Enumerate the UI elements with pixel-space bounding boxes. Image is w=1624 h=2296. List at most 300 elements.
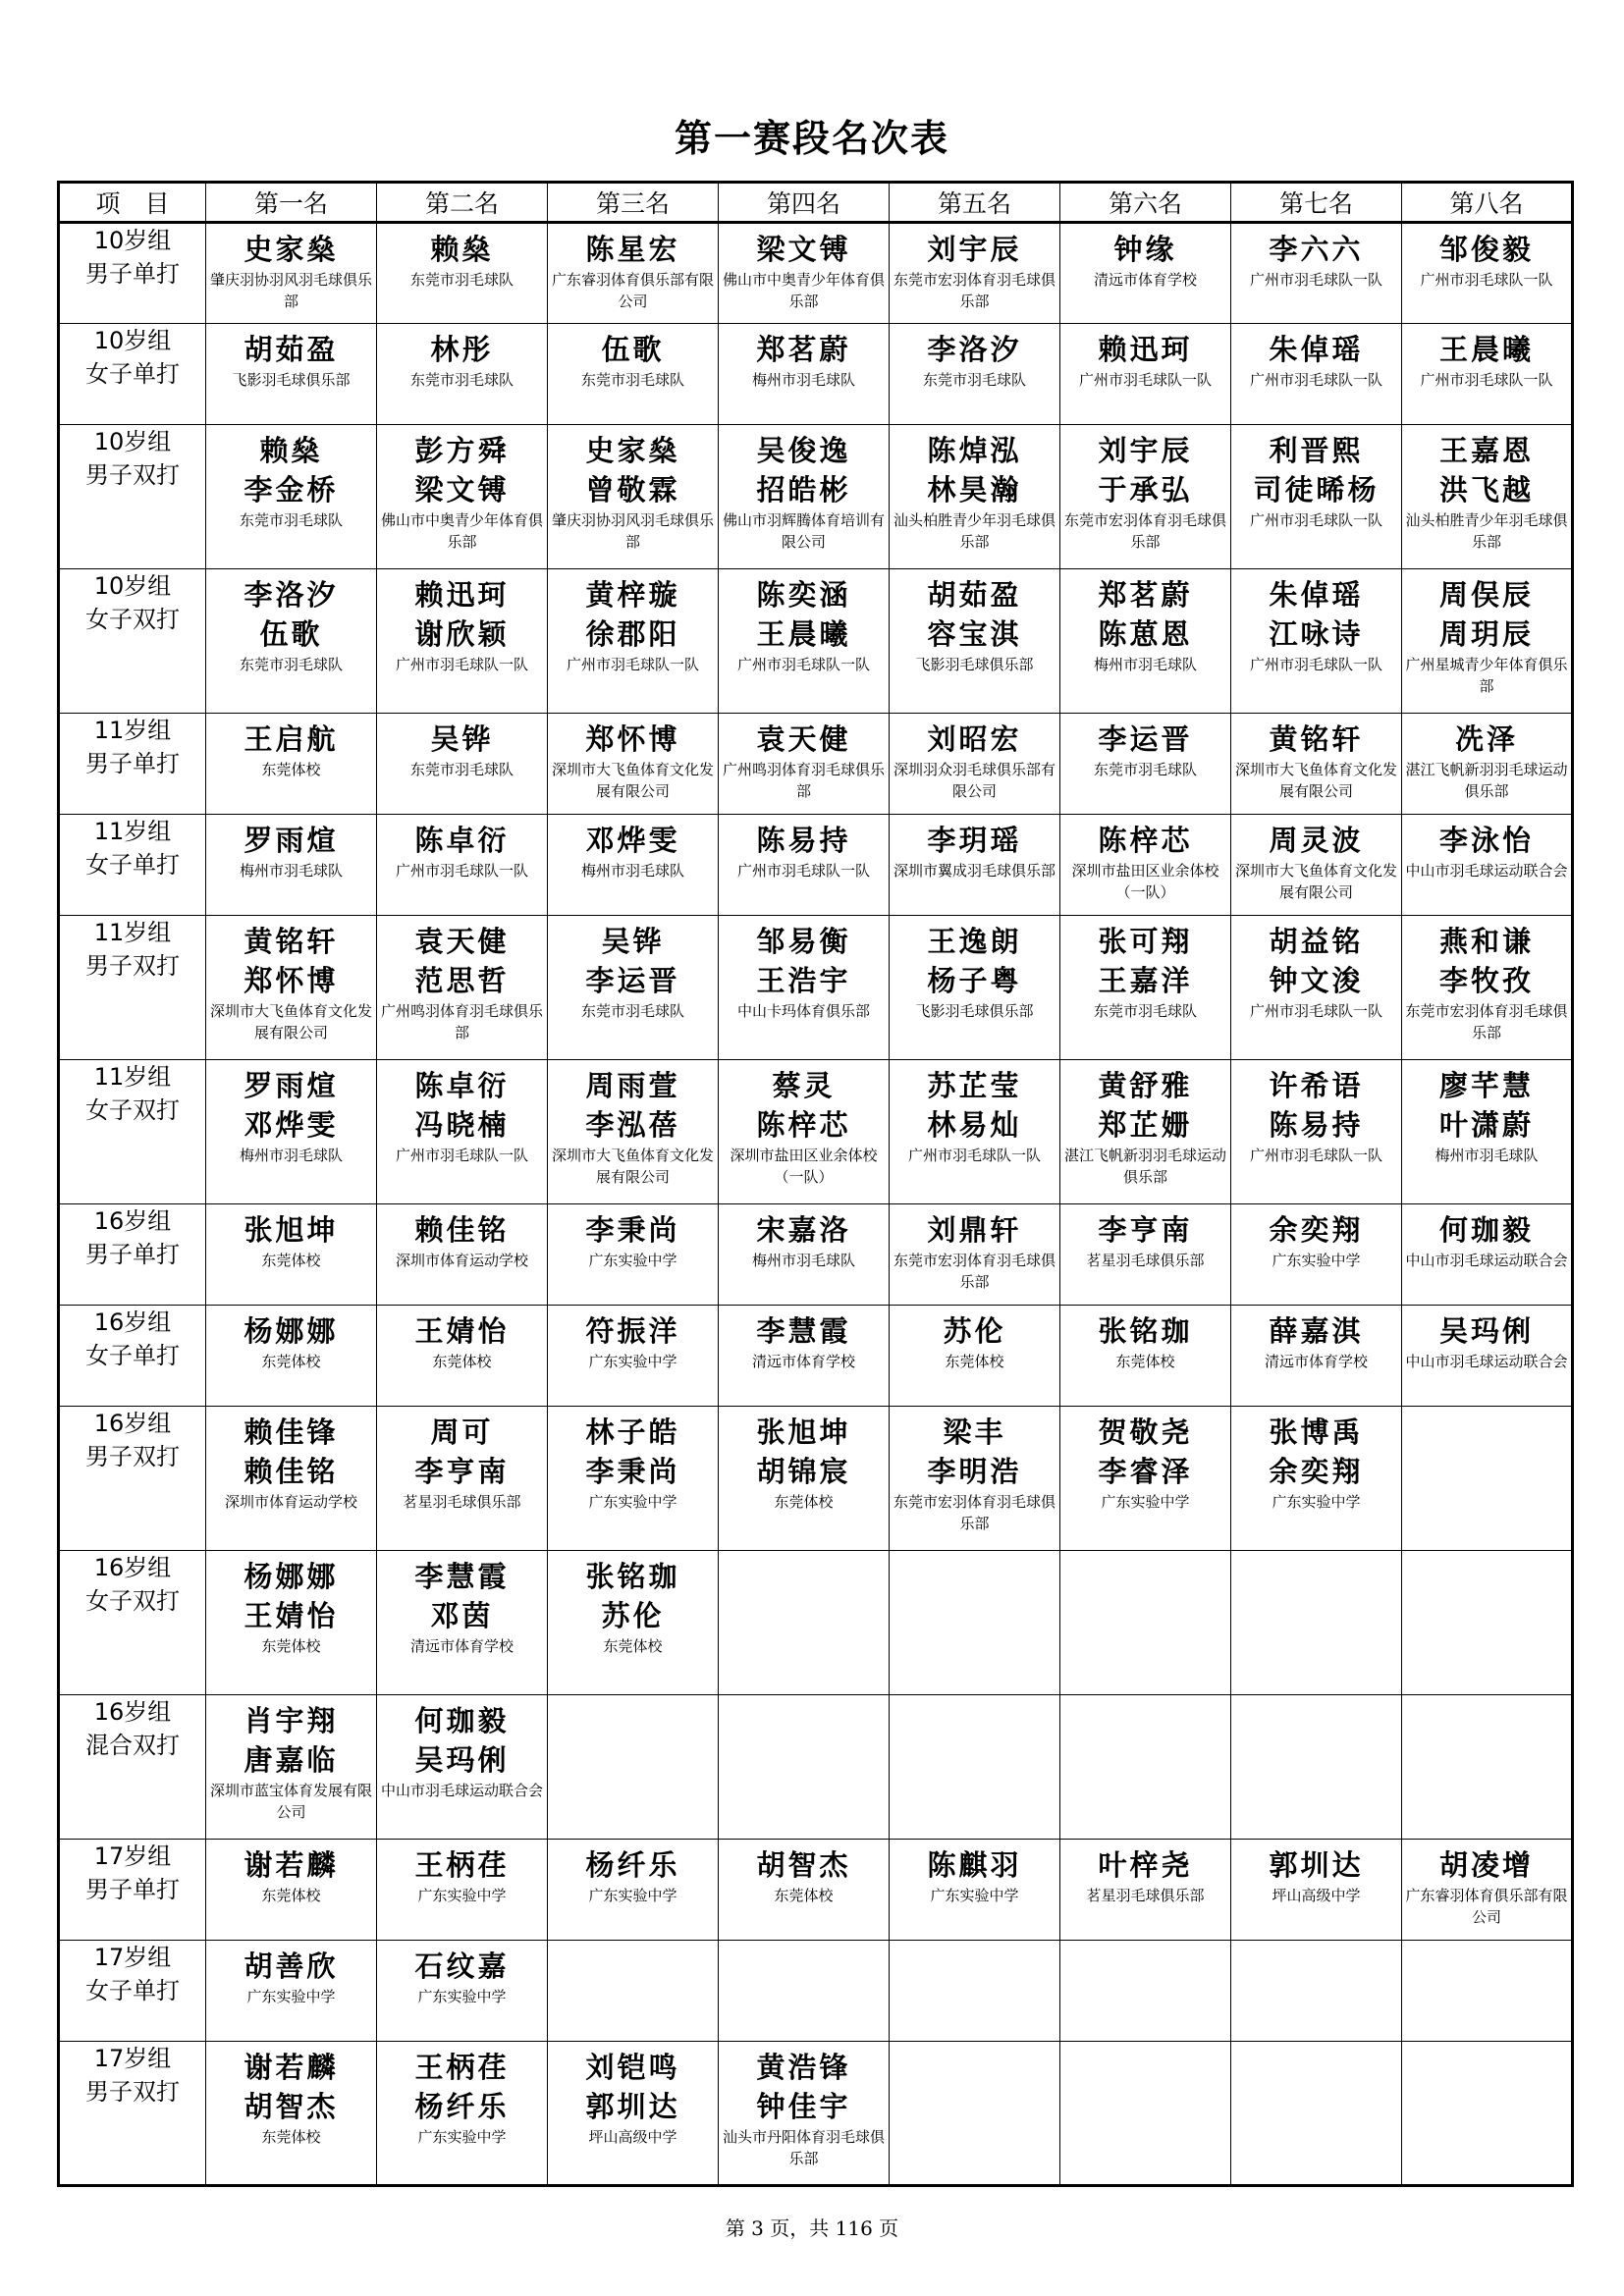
table-row <box>59 1695 1573 1840</box>
player-name: 史家燊 <box>244 233 339 266</box>
event-age-group: 17岁组 <box>93 1944 172 1971</box>
team-name: 中山市羽毛球运动联合会 <box>1405 1353 1568 1370</box>
player-name: 黄铭轩 <box>1269 722 1364 756</box>
team-name: 广州市羽毛球队一队 <box>1249 1002 1382 1020</box>
team-name: 广东实验中学 <box>588 1353 677 1370</box>
player-name: 范思哲 <box>414 964 510 997</box>
rank-cell <box>548 1306 719 1407</box>
rank-cell <box>1060 1941 1231 2042</box>
team-name: 东莞市羽毛球队 <box>239 511 343 529</box>
table-row <box>59 425 1573 569</box>
ranking-table <box>57 181 1574 2187</box>
player-name: 李明浩 <box>927 1455 1022 1488</box>
rank-cell <box>719 815 890 916</box>
event-cell <box>59 569 206 714</box>
player-name: 杨娜娜 <box>244 1560 339 1593</box>
rank-cell <box>1231 2042 1402 2186</box>
rank-cell <box>719 714 890 815</box>
rank-cell <box>1402 1204 1573 1306</box>
team-name: 广州市羽毛球队一队 <box>736 862 870 880</box>
player-name: 吴俊逸 <box>756 434 851 467</box>
player-name: 周玥辰 <box>1438 617 1534 651</box>
team-name: 东莞体校 <box>261 2128 321 2146</box>
event-age-group: 11岁组 <box>93 717 172 744</box>
rank-cell <box>890 714 1060 815</box>
rank-cell <box>206 2042 377 2186</box>
player-name: 赖佳铭 <box>414 1213 510 1247</box>
event-type: 女子单打 <box>85 1342 180 1369</box>
rank-cell <box>1402 714 1573 815</box>
rank-cell <box>548 916 719 1060</box>
rank-cell <box>1231 1840 1402 1941</box>
rank-cell <box>1402 2042 1573 2186</box>
rank-cell <box>1402 1060 1573 1204</box>
player-name: 杨子粤 <box>927 964 1022 997</box>
event-cell <box>59 1306 206 1407</box>
player-name: 张铭珈 <box>585 1560 680 1593</box>
player-name: 李秉尚 <box>585 1213 680 1247</box>
player-name: 罗雨煊 <box>244 824 339 857</box>
event-age-group: 11岁组 <box>93 919 172 946</box>
player-name: 余奕翔 <box>1269 1213 1364 1247</box>
player-name: 陈焯泓 <box>927 434 1022 467</box>
player-name: 袁天健 <box>414 925 510 958</box>
rank-cell <box>1402 425 1573 569</box>
table-header-row <box>59 183 1573 223</box>
table-row <box>59 324 1573 425</box>
rank-cell <box>1402 569 1573 714</box>
header-rank-4: 第四名 <box>719 183 890 223</box>
rank-cell <box>1231 1204 1402 1306</box>
player-name: 吴玛俐 <box>1438 1314 1534 1348</box>
player-name: 吴玛俐 <box>414 1743 510 1777</box>
team-name: 广东实验中学 <box>1272 1252 1361 1269</box>
event-cell <box>59 916 206 1060</box>
rank-cell <box>548 2042 719 2186</box>
team-name: 东莞体校 <box>261 1637 321 1655</box>
team-name: 深圳市盐田区业余体校（一队） <box>1071 862 1219 901</box>
player-name: 邹俊毅 <box>1438 233 1534 266</box>
rank-cell <box>548 1840 719 1941</box>
player-name: 郭圳达 <box>585 2090 680 2123</box>
team-name: 广东睿羽体育俱乐部有限公司 <box>551 271 714 310</box>
team-name: 佛山市羽辉腾体育培训有限公司 <box>722 511 885 551</box>
header-rank-2: 第二名 <box>377 183 548 223</box>
rank-cell <box>206 1306 377 1407</box>
player-name: 刘铠鸣 <box>585 2051 680 2084</box>
team-name: 广州市羽毛球队一队 <box>395 862 528 880</box>
player-name: 陈星宏 <box>585 233 680 266</box>
team-name: 清远市体育学校 <box>1093 271 1197 289</box>
team-name: 广州市羽毛球队一队 <box>566 656 699 673</box>
event-cell <box>59 1941 206 2042</box>
player-name: 郑茗蔚 <box>1098 578 1193 612</box>
rank-cell <box>548 1941 719 2042</box>
rank-cell <box>377 425 548 569</box>
player-name: 蔡灵 <box>772 1069 836 1102</box>
player-name: 邓茵 <box>430 1599 494 1632</box>
table-row <box>59 569 1573 714</box>
rank-cell <box>377 1060 548 1204</box>
event-type: 女子单打 <box>85 360 180 388</box>
rank-cell <box>1060 1551 1231 1695</box>
team-name: 肇庆羽协羽风羽毛球俱乐部 <box>551 511 714 551</box>
rank-cell <box>890 1941 1060 2042</box>
rank-cell <box>206 1407 377 1551</box>
team-name: 广州市羽毛球队一队 <box>1249 371 1382 389</box>
player-name: 伍歌 <box>601 333 665 366</box>
event-cell <box>59 1204 206 1306</box>
player-name: 符振洋 <box>585 1314 680 1348</box>
team-name: 广州市羽毛球队一队 <box>1249 271 1382 289</box>
rank-cell <box>1060 425 1231 569</box>
player-name: 李秉尚 <box>585 1455 680 1488</box>
rank-cell <box>719 1840 890 1941</box>
player-name: 刘昭宏 <box>927 722 1022 756</box>
header-rank-3: 第三名 <box>548 183 719 223</box>
player-name: 张博禹 <box>1269 1415 1364 1449</box>
rank-cell <box>1402 815 1573 916</box>
player-name: 廖芊慧 <box>1438 1069 1534 1102</box>
player-name: 赖佳铭 <box>244 1455 339 1488</box>
team-name: 广东实验中学 <box>588 1493 677 1511</box>
table-body <box>59 223 1573 2186</box>
table-row <box>59 223 1573 324</box>
table-row <box>59 1941 1573 2042</box>
player-name: 林昊瀚 <box>927 473 1022 507</box>
player-name: 杨娜娜 <box>244 1314 339 1348</box>
header-rank-5: 第五名 <box>890 183 1060 223</box>
rank-cell <box>1402 1306 1573 1407</box>
player-name: 李亨南 <box>1098 1213 1193 1247</box>
team-name: 中山卡玛体育俱乐部 <box>736 1002 870 1020</box>
team-name: 深圳市盐田区业余体校（一队） <box>730 1147 878 1186</box>
rank-cell <box>206 1204 377 1306</box>
event-type: 女子双打 <box>85 1096 180 1124</box>
rank-cell <box>1402 1407 1573 1551</box>
team-name: 东莞体校 <box>261 1353 321 1370</box>
player-name: 赖迅珂 <box>1098 333 1193 366</box>
rank-cell <box>890 569 1060 714</box>
player-name: 黄梓璇 <box>585 578 680 612</box>
event-age-group: 10岁组 <box>93 572 172 600</box>
player-name: 冯晓楠 <box>414 1108 510 1142</box>
rank-cell <box>1231 1407 1402 1551</box>
event-age-group: 17岁组 <box>93 2045 172 2072</box>
rank-cell <box>1231 714 1402 815</box>
player-name: 燕和谦 <box>1438 925 1534 958</box>
rank-cell <box>719 223 890 324</box>
player-name: 张铭珈 <box>1098 1314 1193 1348</box>
player-name: 杨纤乐 <box>414 2090 510 2123</box>
player-name: 朱倬瑶 <box>1269 578 1364 612</box>
player-name: 李慧霞 <box>756 1314 851 1348</box>
team-name: 深圳市大飞鱼体育文化发展有限公司 <box>551 761 714 800</box>
rank-cell <box>719 324 890 425</box>
team-name: 东莞体校 <box>261 1887 321 1904</box>
event-type: 混合双打 <box>85 1732 180 1759</box>
rank-cell <box>719 1695 890 1840</box>
team-name: 坪山高级中学 <box>588 2128 677 2146</box>
rank-cell <box>206 1941 377 2042</box>
player-name: 招皓彬 <box>756 473 851 507</box>
player-name: 郭圳达 <box>1269 1848 1364 1882</box>
team-name: 深圳市大飞鱼体育文化发展有限公司 <box>1234 862 1397 901</box>
player-name: 胡智杰 <box>244 2090 339 2123</box>
team-name: 广州市羽毛球队一队 <box>1249 511 1382 529</box>
rank-cell <box>890 1204 1060 1306</box>
rank-cell <box>1231 569 1402 714</box>
rank-cell <box>206 1840 377 1941</box>
event-cell <box>59 714 206 815</box>
rank-cell <box>1231 223 1402 324</box>
team-name: 中山市羽毛球运动联合会 <box>380 1782 543 1799</box>
team-name: 深圳羽众羽毛球俱乐部有限公司 <box>893 761 1056 800</box>
rank-cell <box>377 1407 548 1551</box>
rank-cell <box>206 1551 377 1695</box>
player-name: 薛嘉淇 <box>1269 1314 1364 1348</box>
rank-cell <box>377 1840 548 1941</box>
player-name: 李运晋 <box>1098 722 1193 756</box>
rank-cell <box>377 324 548 425</box>
player-name: 王晨曦 <box>1438 333 1534 366</box>
team-name: 东莞市宏羽体育羽毛球俱乐部 <box>893 1252 1056 1291</box>
rank-cell <box>1231 1695 1402 1840</box>
team-name: 湛江飞帆新羽羽毛球运动俱乐部 <box>1063 1147 1226 1186</box>
team-name: 清远市体育学校 <box>1264 1353 1368 1370</box>
rank-cell <box>548 1060 719 1204</box>
team-name: 梅州市羽毛球队 <box>580 862 684 880</box>
event-cell <box>59 1060 206 1204</box>
rank-cell <box>1060 714 1231 815</box>
player-name: 黄铭轩 <box>244 925 339 958</box>
team-name: 梅州市羽毛球队 <box>1093 656 1197 673</box>
player-name: 林子皓 <box>585 1415 680 1449</box>
rank-cell <box>377 1551 548 1695</box>
rank-cell <box>890 1840 1060 1941</box>
player-name: 杨纤乐 <box>585 1848 680 1882</box>
team-name: 湛江飞帆新羽羽毛球运动俱乐部 <box>1405 761 1568 800</box>
player-name: 容宝淇 <box>927 617 1022 651</box>
player-name: 钟文浚 <box>1269 964 1364 997</box>
rank-cell <box>377 1941 548 2042</box>
rank-cell <box>1060 1840 1231 1941</box>
rank-cell <box>1060 916 1231 1060</box>
rank-cell <box>1060 223 1231 324</box>
event-cell <box>59 1840 206 1941</box>
player-name: 叶潇蔚 <box>1438 1108 1534 1142</box>
rank-cell <box>377 223 548 324</box>
player-name: 胡锦宸 <box>756 1455 851 1488</box>
rank-cell <box>377 916 548 1060</box>
rank-cell <box>1402 1695 1573 1840</box>
team-name: 东莞市羽毛球队 <box>922 371 1026 389</box>
player-name: 叶梓尧 <box>1098 1848 1193 1882</box>
team-name: 广东实验中学 <box>930 1887 1019 1904</box>
team-name: 佛山市中奥青少年体育俱乐部 <box>380 511 543 551</box>
player-name: 李运晋 <box>585 964 680 997</box>
player-name: 李睿泽 <box>1098 1455 1193 1488</box>
event-type: 男子单打 <box>85 260 180 288</box>
team-name: 广州鸣羽体育羽毛球俱乐部 <box>722 761 885 800</box>
event-type: 女子单打 <box>85 1977 180 2004</box>
team-name: 东莞体校 <box>1115 1353 1175 1370</box>
player-name: 周雨萱 <box>585 1069 680 1102</box>
player-name: 陈梓芯 <box>1098 824 1193 857</box>
player-name: 刘鼎轩 <box>927 1213 1022 1247</box>
rank-cell <box>1060 1060 1231 1204</box>
event-type: 女子双打 <box>85 1587 180 1615</box>
player-name: 钟佳宇 <box>756 2090 851 2123</box>
player-name: 王婧怡 <box>414 1314 510 1348</box>
rank-cell <box>1402 1840 1573 1941</box>
rank-cell <box>1231 916 1402 1060</box>
rank-cell <box>1231 425 1402 569</box>
player-name: 罗雨煊 <box>244 1069 339 1102</box>
team-name: 广州市羽毛球队一队 <box>395 1147 528 1164</box>
player-name: 邓烨雯 <box>585 824 680 857</box>
player-name: 贺敬尧 <box>1098 1415 1193 1449</box>
rank-cell <box>206 223 377 324</box>
rank-cell <box>890 1306 1060 1407</box>
rank-cell <box>206 1060 377 1204</box>
rank-cell <box>719 1551 890 1695</box>
player-name: 石纹嘉 <box>414 1949 510 1983</box>
player-name: 何珈毅 <box>1438 1213 1534 1247</box>
team-name: 飞影羽毛球俱乐部 <box>232 371 351 389</box>
rank-cell <box>1231 1306 1402 1407</box>
player-name: 王柄荏 <box>414 2051 510 2084</box>
team-name: 肇庆羽协羽风羽毛球俱乐部 <box>209 271 372 310</box>
table-row <box>59 815 1573 916</box>
player-name: 李金桥 <box>244 473 339 507</box>
rank-cell <box>1060 2042 1231 2186</box>
event-type: 男子单打 <box>85 1241 180 1268</box>
player-name: 陈易持 <box>1269 1108 1364 1142</box>
player-name: 王嘉洋 <box>1098 964 1193 997</box>
team-name: 东莞市宏羽体育羽毛球俱乐部 <box>893 1493 1056 1532</box>
rank-cell <box>548 1204 719 1306</box>
player-name: 利晋熙 <box>1269 434 1364 467</box>
event-age-group: 16岁组 <box>93 1308 172 1336</box>
player-name: 周可 <box>430 1415 494 1449</box>
team-name: 深圳市翼成羽毛球俱乐部 <box>893 862 1056 880</box>
page-title: 第一赛段名次表 <box>674 117 949 160</box>
player-name: 谢若麟 <box>244 2051 339 2084</box>
team-name: 广州市羽毛球队一队 <box>395 656 528 673</box>
rank-cell <box>206 1695 377 1840</box>
rank-cell <box>548 425 719 569</box>
event-age-group: 10岁组 <box>93 227 172 254</box>
team-name: 中山市羽毛球运动联合会 <box>1405 862 1568 880</box>
player-name: 袁天健 <box>756 722 851 756</box>
team-name: 茗星羽毛球俱乐部 <box>403 1493 521 1511</box>
rank-cell <box>1060 1204 1231 1306</box>
event-age-group: 10岁组 <box>93 327 172 354</box>
player-name: 曾敬霖 <box>585 473 680 507</box>
team-name: 广州市羽毛球队一队 <box>1420 371 1553 389</box>
player-name: 胡茹盈 <box>927 578 1022 612</box>
team-name: 深圳市大飞鱼体育文化发展有限公司 <box>551 1147 714 1186</box>
rank-cell <box>1231 1941 1402 2042</box>
rank-cell <box>719 1060 890 1204</box>
event-cell <box>59 1695 206 1840</box>
rank-cell <box>548 1551 719 1695</box>
rank-cell <box>719 1941 890 2042</box>
player-name: 赖迅珂 <box>414 578 510 612</box>
player-name: 陈麒羽 <box>927 1848 1022 1882</box>
rank-cell <box>1231 324 1402 425</box>
event-cell <box>59 425 206 569</box>
player-name: 谢若麟 <box>244 1848 339 1882</box>
team-name: 梅州市羽毛球队 <box>1435 1147 1539 1164</box>
rank-cell <box>548 223 719 324</box>
rank-cell <box>377 1204 548 1306</box>
table-row <box>59 2042 1573 2186</box>
event-type: 女子双打 <box>85 606 180 633</box>
team-name: 东莞市宏羽体育羽毛球俱乐部 <box>1405 1002 1568 1041</box>
rank-cell <box>1060 1695 1231 1840</box>
event-age-group: 17岁组 <box>93 1842 172 1870</box>
player-name: 刘宇辰 <box>927 233 1022 266</box>
player-name: 王婧怡 <box>244 1599 339 1632</box>
rank-cell <box>377 815 548 916</box>
team-name: 梅州市羽毛球队 <box>239 1147 343 1164</box>
event-age-group: 16岁组 <box>93 1207 172 1235</box>
player-name: 王浩宇 <box>756 964 851 997</box>
player-name: 吴铧 <box>601 925 665 958</box>
team-name: 东莞体校 <box>261 1252 321 1269</box>
rank-cell <box>890 1060 1060 1204</box>
player-name: 王启航 <box>244 722 339 756</box>
rank-cell <box>890 223 1060 324</box>
player-name: 洪飞越 <box>1438 473 1534 507</box>
team-name: 广州市羽毛球队一队 <box>1078 371 1212 389</box>
player-name: 肖宇翔 <box>244 1704 339 1737</box>
team-name: 深圳市体育运动学校 <box>395 1252 528 1269</box>
player-name: 冼泽 <box>1454 722 1518 756</box>
team-name: 广州市羽毛球队一队 <box>736 656 870 673</box>
rank-cell <box>719 1306 890 1407</box>
team-name: 东莞体校 <box>945 1353 1004 1370</box>
rank-cell <box>548 324 719 425</box>
player-name: 梁文镈 <box>414 473 510 507</box>
event-age-group: 10岁组 <box>93 428 172 455</box>
player-name: 赖佳锋 <box>244 1415 339 1449</box>
team-name: 坪山高级中学 <box>1272 1887 1361 1904</box>
rank-cell <box>377 569 548 714</box>
team-name: 深圳市蓝宝体育发展有限公司 <box>209 1782 372 1821</box>
team-name: 东莞体校 <box>774 1887 834 1904</box>
table-row <box>59 1840 1573 1941</box>
rank-cell <box>719 1407 890 1551</box>
table-row <box>59 1060 1573 1204</box>
team-name: 广东实验中学 <box>1272 1493 1361 1511</box>
player-name: 胡茹盈 <box>244 333 339 366</box>
player-name: 王晨曦 <box>756 617 851 651</box>
team-name: 广州鸣羽体育羽毛球俱乐部 <box>380 1002 543 1041</box>
event-type: 男子双打 <box>85 1443 180 1470</box>
team-name: 深圳市大飞鱼体育文化发展有限公司 <box>209 1002 372 1041</box>
player-name: 邓烨雯 <box>244 1108 339 1142</box>
team-name: 东莞体校 <box>432 1353 492 1370</box>
table-row <box>59 1204 1573 1306</box>
player-name: 郑芷姗 <box>1098 1108 1193 1142</box>
rank-cell <box>206 916 377 1060</box>
team-name: 东莞市羽毛球队 <box>409 371 514 389</box>
player-name: 朱倬瑶 <box>1269 333 1364 366</box>
player-name: 周俣辰 <box>1438 578 1534 612</box>
